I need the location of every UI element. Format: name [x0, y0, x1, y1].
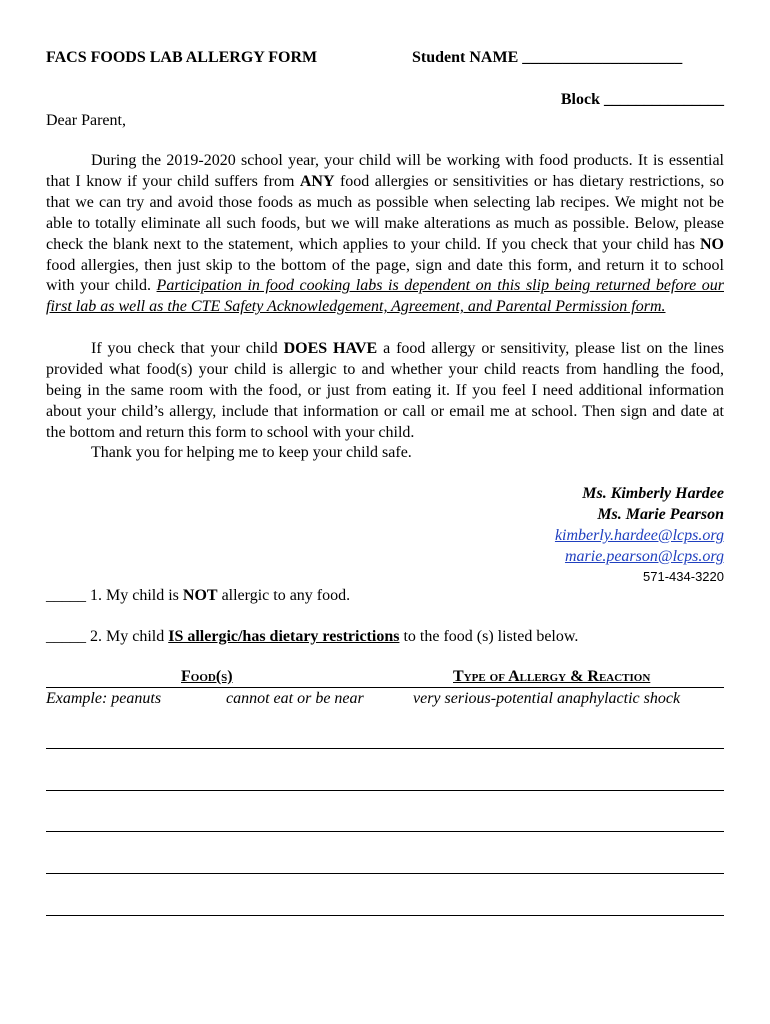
- form-title: FACS FOODS LAB ALLERGY FORM: [46, 49, 318, 66]
- intro-paragraph: [46, 151, 724, 318]
- phone-number: 571-434-3220: [643, 569, 724, 584]
- option-2-text-a: 2. My child: [86, 628, 169, 645]
- column-header-allergy-type: Type of Allergy & Reaction: [453, 668, 651, 685]
- entry-line-4[interactable]: [46, 873, 724, 874]
- table-header-rule: [46, 687, 724, 688]
- option-1-text-a: 1. My child is: [86, 587, 183, 604]
- p1-no-emphasis: NO: [700, 235, 724, 253]
- allergy-instructions-paragraph: [46, 339, 724, 444]
- p1-text-a: During the 2019-2020 school year, your child will be working with food products. It is essential that I know if your child suffers from: [46, 152, 724, 190]
- option-allergic: [46, 628, 578, 646]
- greeting: Dear Parent,: [46, 112, 126, 129]
- column-header-food: Food(s): [181, 668, 233, 685]
- example-exposure: cannot eat or be near: [226, 690, 364, 707]
- p1-any-emphasis: ANY: [299, 172, 335, 190]
- example-reaction: very serious-potential anaphylactic shock: [413, 690, 681, 707]
- entry-line-3[interactable]: [46, 831, 724, 832]
- teacher-name-1: Ms. Kimberly Hardee: [582, 485, 724, 502]
- option-2-is-emphasis: IS allergic/has dietary restrictions: [168, 628, 400, 645]
- entry-line-2[interactable]: [46, 790, 724, 791]
- p1-text-c: food allergies, then just skip to the bottom of the page, sign and date this form, and return it to school with your child.: [46, 256, 724, 295]
- entry-line-1[interactable]: [46, 748, 724, 749]
- option-1-blank[interactable]: _____: [46, 587, 86, 604]
- participation-notice: Participation in food cooking labs is dependent on this slip being returned before our first lab as well as the CTE Safety Acknowledgement, Agreement, and Parental Permission form.: [46, 277, 724, 316]
- teacher-name-2: Ms. Marie Pearson: [597, 506, 724, 523]
- option-2-text-b: to the food (s) listed below.: [399, 628, 579, 645]
- block-field: Block _______________: [560, 91, 724, 108]
- email-link-2[interactable]: marie.pearson@lcps.org: [564, 548, 724, 565]
- p2-text-b: a food allergy or sensitivity, please list on the lines provided what food(s) your child is allergic to and whether your child reacts from handling the food, being in the same room with the food, or just from eating it. If you feel I need additional information about your child’s allergy, include that information or call or email me at school. Then sign and date at the bottom and return this form to school with your child.: [46, 340, 725, 441]
- p1-text-b: food allergies or sensitivities or has dietary restrictions, so that we can try and avoid those foods as much as possible when selecting lab recipes. We might not be able to totally eliminate all such foods, but we will make alterations as much as possible. Below, please check the blank next to the statement, which applies to your child. If you check that your child has: [46, 172, 724, 253]
- option-2-blank[interactable]: _____: [46, 628, 86, 645]
- student-name-field: Student NAME ____________________: [412, 49, 683, 66]
- example-food: Example: peanuts: [46, 690, 162, 707]
- option-1-text-b: allergic to any food.: [217, 587, 351, 604]
- entry-line-5[interactable]: [46, 915, 724, 916]
- option-not-allergic: [46, 587, 350, 605]
- option-1-not-emphasis: NOT: [182, 587, 218, 604]
- p2-does-have-emphasis: DOES HAVE: [283, 340, 378, 357]
- email-link-1[interactable]: kimberly.hardee@lcps.org: [554, 527, 724, 544]
- p2-text-a: If you check that your child: [91, 340, 284, 357]
- thank-you-paragraph: Thank you for helping me to keep your child safe.: [91, 444, 412, 461]
